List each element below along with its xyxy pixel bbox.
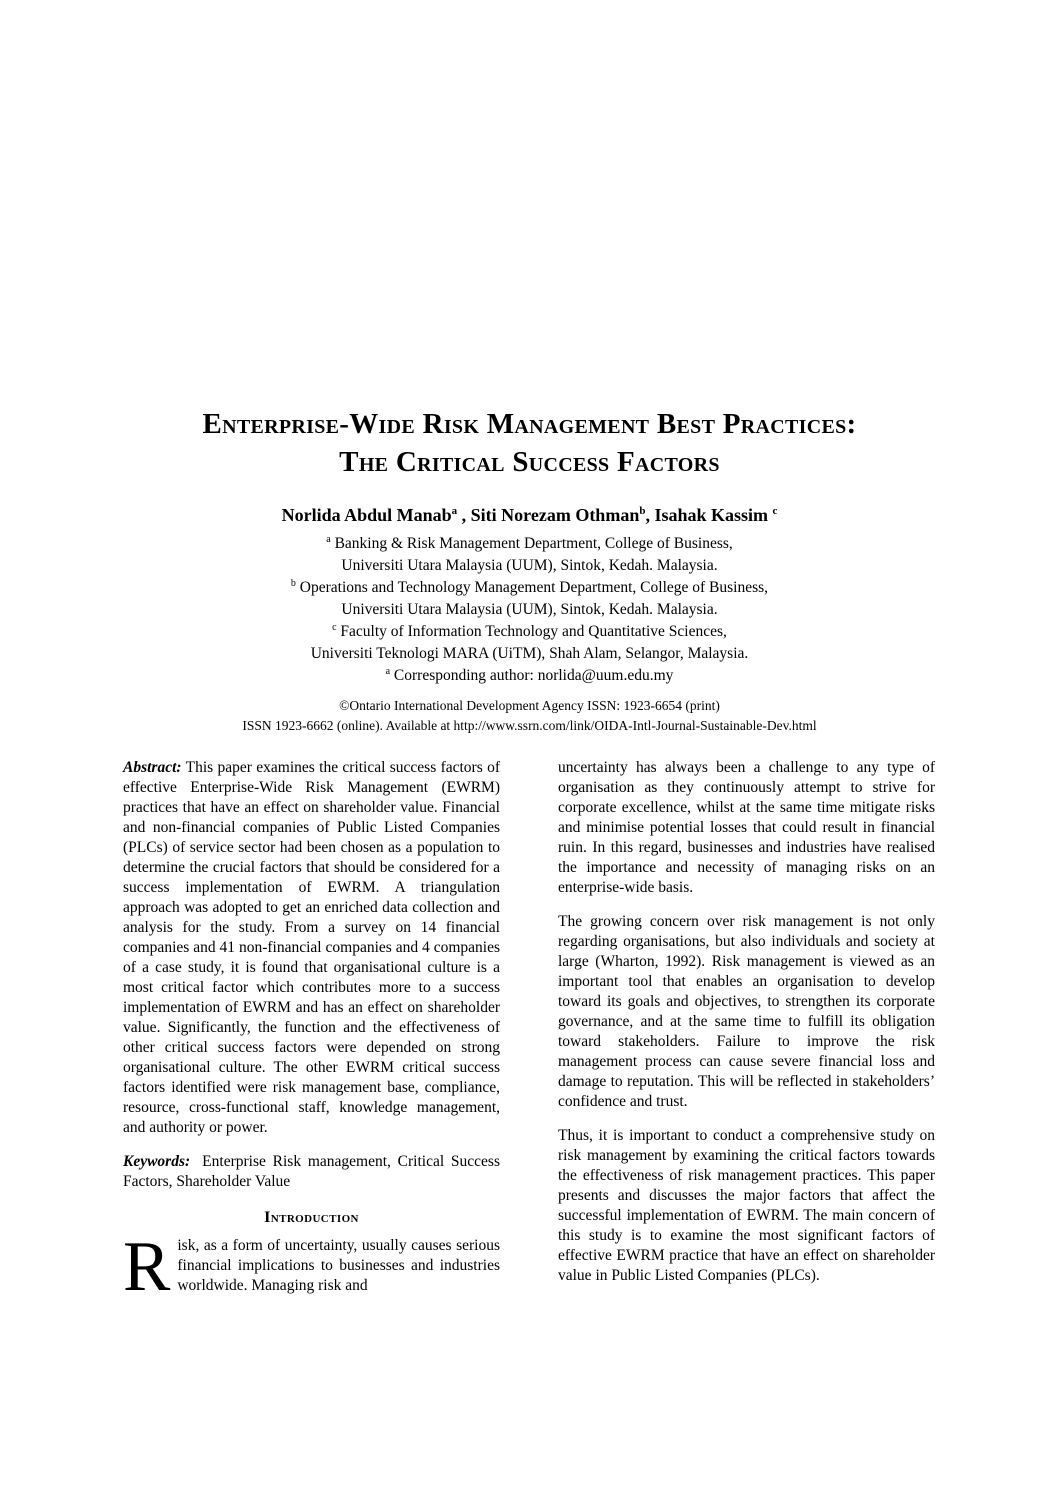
author-1-name: Norlida Abdul Manab — [281, 505, 452, 525]
corresponding-author-text: Corresponding author: norlida@uum.edu.my — [390, 667, 674, 684]
author-3-affiliation-mark: c — [772, 505, 778, 517]
author-2 — [457, 505, 645, 525]
affiliation-3-text: Operations and Technology Management Department, College of Business, — [295, 579, 769, 596]
affiliation-4-text: Universiti Utara Malaysia (UUM), Sintok, Kedah. Malaysia. — [341, 601, 718, 618]
corresponding-author-line — [123, 665, 936, 687]
introduction-text: isk, as a form of uncertainty, usually causes serious financial implications to businesses and industries worldwide. Managing risk and — [177, 1237, 500, 1294]
affiliation-line-4 — [123, 599, 936, 621]
paper-title — [123, 405, 936, 481]
right-column — [558, 758, 935, 1296]
affiliation-1-mark: a — [326, 533, 331, 545]
abstract-text: This paper examines the critical success factors of effective Enterprise-Wide Risk Management (EWRM) practices that have an effect on shareholder value. Financial and non-financial companies of Public Listed Companies (PLCs) of service sector had been chosen as a population to determine the crucial factors that should be considered for a success implementation of EWRM. A triangulation approach was adopted to get an enriched data collection and analysis for the study. From a survey on 14 financial companies and 41 non-financial companies and 4 companies of a case study, it is found that organisational culture is a most critical factor which contributes more to a success implementation of EWRM and has an effect on shareholder value. Significantly, the function and the effectiveness of other critical success factors were depended on strong organisational culture. The other EWRM critical success factors identified were risk management base, compliance, resource, cross-functional staff, knowledge management, and authority or power. — [123, 759, 500, 1136]
keywords-label: Keywords: — [123, 1153, 191, 1170]
left-column — [123, 758, 500, 1306]
abstract-paragraph — [123, 758, 500, 1138]
affiliation-line-3 — [123, 577, 936, 599]
affiliation-2-text: Universiti Utara Malaysia (UUM), Sintok, Kedah. Malaysia. — [341, 557, 718, 574]
affiliation-3-mark: b — [290, 577, 296, 589]
author-1 — [282, 505, 458, 525]
author-2-affiliation-mark: b — [639, 505, 646, 517]
affiliation-line-1 — [123, 533, 936, 555]
issn-block — [123, 696, 936, 736]
affiliation-5-mark: c — [332, 621, 337, 633]
introduction-heading: Introduction — [264, 1209, 359, 1226]
introduction-paragraph — [123, 1228, 500, 1306]
drop-cap-letter: R — [123, 1228, 171, 1306]
body-paragraph-1: uncertainty has always been a challenge to any type of organisation as they continuously attempt to strive for corporate excellence, whilst at the same time mitigate risks and minimise potential losses that could result in financial ruin. In this regard, businesses and industries have realised the importance and necessity of managing risks on an enterprise-wide basis. — [558, 759, 935, 896]
paper-title-line-2: The Critical Success Factors — [339, 446, 720, 478]
affiliation-5-text: Faculty of Information Technology and Quantitative Sciences, — [336, 623, 727, 640]
affiliation-line-5 — [123, 621, 936, 643]
keywords-text: Enterprise Risk management, Critical Success Factors, Shareholder Value — [123, 1153, 500, 1190]
author-3 — [645, 505, 777, 525]
affiliation-6-text: Universiti Teknologi MARA (UiTM), Shah Alam, Selangor, Malaysia. — [310, 645, 749, 662]
body-paragraph-3: Thus, it is important to conduct a comprehensive study on risk management by examining the critical factors towards the effectiveness of risk management practices. This paper presents and discusses the major factors that affect the successful implementation of EWRM. The main concern of this study is to examine the most significant factors of effective EWRM practice that have an effect on shareholder value in Public Listed Companies (PLCs). — [558, 1127, 935, 1284]
authors-line — [123, 504, 936, 526]
body-paragraph-2: The growing concern over risk management is not only regarding organisations, but also individuals and society at large (Wharton, 1992). Risk management is viewed as an important tool that enables an organisation to develop toward its goals and objectives, to strengthen its corporate governance, and at the same time to fulfill its obligation toward stakeholders. Failure to improve the risk management process can cause severe financial loss and damage to reputation. This will be reflected in stakeholders’ confidence and trust. — [558, 913, 935, 1110]
affiliation-line-6 — [123, 643, 936, 665]
author-1-affiliation-mark: a — [451, 505, 458, 517]
keywords-paragraph — [123, 1152, 500, 1192]
title-block — [123, 405, 936, 736]
two-column-body — [123, 758, 936, 1306]
corresponding-author-mark: a — [385, 665, 391, 677]
author-3-name: , Isahak Kassim — [645, 505, 773, 525]
issn-line-2: ISSN 1923-6662 (online). Available at http://www.ssrn.com/link/OIDA-Intl-Journal-Sustainable-Dev.html — [242, 718, 817, 733]
issn-line-1: ©Ontario International Development Agency ISSN: 1923-6654 (print) — [339, 698, 720, 713]
affiliation-1-text: Banking & Risk Management Department, College of Business, — [330, 535, 733, 552]
author-2-name: , Siti Norezam Othman — [457, 505, 640, 525]
abstract-label: Abstract: — [123, 759, 182, 776]
affiliation-line-2 — [123, 555, 936, 577]
paper-title-line-1: Enterprise-Wide Risk Management Best Practices: — [202, 408, 857, 440]
affiliations-block — [123, 533, 936, 687]
